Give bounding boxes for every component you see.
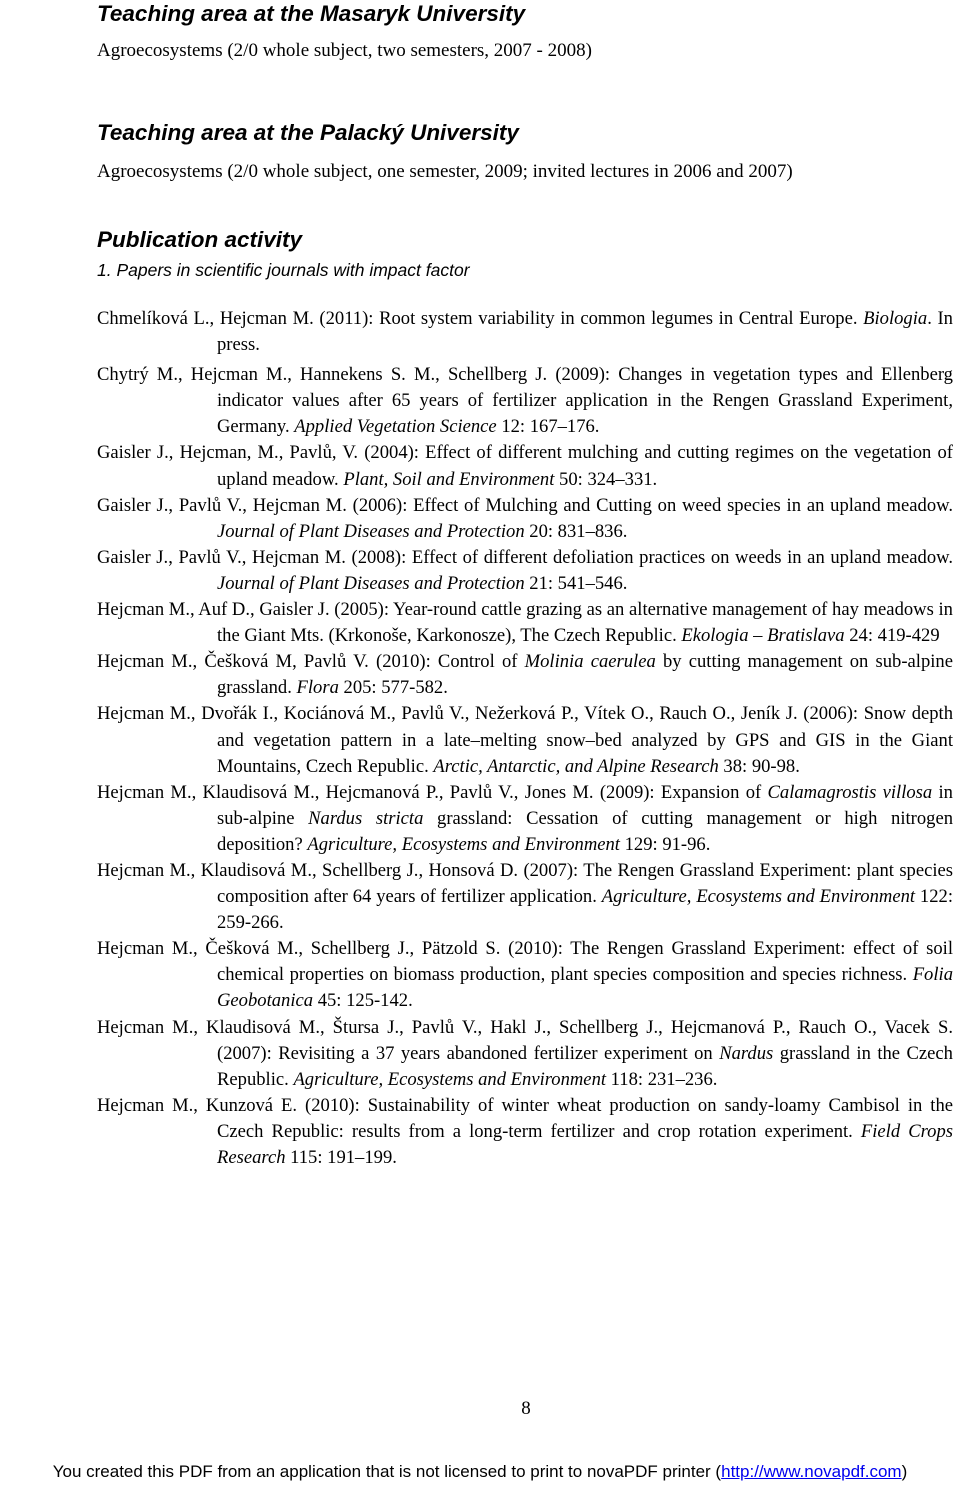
reference-item: Hejcman M., Češková M, Pavlů V. (2010): Control of Molinia caerulea by cutting management on sub-alpine grassland. Flora 205: 577-582. <box>97 651 953 699</box>
section-title-masaryk: Teaching area at the Masaryk University <box>97 1 526 26</box>
reference-item: Chytrý M., Hejcman M., Hannekens S. M., Schellberg J. (2009): Changes in vegetation types and Ellenberg indicator values after 65 years of fertilizer application in the Rengen Grassland Experiment, Germany. Applied Vegetation Science 12: 167–176. <box>97 364 953 438</box>
section-desc-palacky: Agroecosystems (2/0 whole subject, one semester, 2009; invited lectures in 2006 and 2007) <box>97 161 793 182</box>
reference-item: Hejcman M., Kunzová E. (2010): Sustainability of winter wheat production on sandy-loamy Cambisol in the Czech Republic: results from a long-term fertilizer and crop rotation experiment. Field Crops Research 115: 191–199. <box>97 1094 953 1168</box>
footer-close: ) <box>901 1462 908 1481</box>
reference-item: Hejcman M., Klaudisová M., Hejcmanová P., Pavlů V., Jones M. (2009): Expansion of Calamagrostis villosa in sub-alpine Nardus stricta grassland: Cessation of cutting management or high nitrogen deposition? Agriculture, Ecosystems and Environment 129: 91-96. <box>97 781 953 855</box>
reference-item: Hejcman M., Češková M., Schellberg J., Pätzold S. (2010): The Rengen Grassland Experiment: effect of soil chemical properties on biomass production, plant species composition and species richness. Folia Geobotanica 45: 125-142. <box>97 938 953 1012</box>
reference-item: Hejcman M., Dvořák I., Kociánová M., Pavlů V., Nežerková P., Vítek O., Rauch O., Jeník J. (2006): Snow depth and vegetation pattern in a late–melting snow–bed analyzed by GPS and GIS in the Giant Mountains, Czech Republic. Arctic, Antarctic, and Alpine Research 38: 90-98. <box>97 703 954 777</box>
reference-item: Hejcman M., Auf D., Gaisler J. (2005): Year-round cattle grazing as an alternative management of hay meadows in the Giant Mts. (Krkonoše, Karkonosze), The Czech Republic. Ekologia – Bratislava 24: 419-429 <box>97 599 953 647</box>
reference-item: Gaisler J., Pavlů V., Hejcman M. (2006): Effect of Mulching and Cutting on weed species in an upland meadow. Journal of Plant Diseases and Protection 20: 831–836. <box>97 494 953 542</box>
pdf-footer <box>0 1462 960 1482</box>
publication-title: Publication activity <box>97 227 303 252</box>
reference-item: Gaisler J., Pavlů V., Hejcman M. (2008): Effect of different defoliation practices on weeds in an upland meadow. Journal of Plant Diseases and Protection 21: 541–546. <box>97 546 953 594</box>
reference-item: Gaisler J., Hejcman, M., Pavlů, V. (2004): Effect of different mulching and cutting regimes on the vegetation of upland meadow. Plant, Soil and Environment 50: 324–331. <box>97 442 953 490</box>
page-number: 8 <box>521 1398 531 1419</box>
reference-item: Hejcman M., Klaudisová M., Schellberg J., Honsová D. (2007): The Rengen Grassland Experiment: plant species composition after 64 years of fertilizer application. Agriculture, Ecosystems and Environment 122: 259-266. <box>97 859 954 934</box>
reference-list <box>97 306 953 1171</box>
section-desc-masaryk: Agroecosystems (2/0 whole subject, two semesters, 2007 - 2008) <box>97 40 592 61</box>
section-title-palacky: Teaching area at the Palacký University <box>97 120 519 145</box>
publication-subtitle: 1. Papers in scientific journals with impact factor <box>97 260 470 280</box>
footer-text: You created this PDF from an application that is not licensed to print to novaPDF printer ( <box>52 1462 722 1481</box>
reference-item: Chmelíková L., Hejcman M. (2011): Root system variability in common legumes in Central Europe. Biologia. In press. <box>97 308 953 356</box>
footer-link[interactable]: http://www.novapdf.com <box>721 1462 902 1481</box>
reference-item: Hejcman M., Klaudisová M., Štursa J., Pavlů V., Hakl J., Schellberg J., Hejcmanová P., Rauch O., Vacek S. (2007): Revisiting a 37 years abandoned fertilizer experiment on Nardus grassland in the Czech Republic. Agriculture, Ecosystems and Environment 118: 231–236. <box>97 1016 953 1090</box>
